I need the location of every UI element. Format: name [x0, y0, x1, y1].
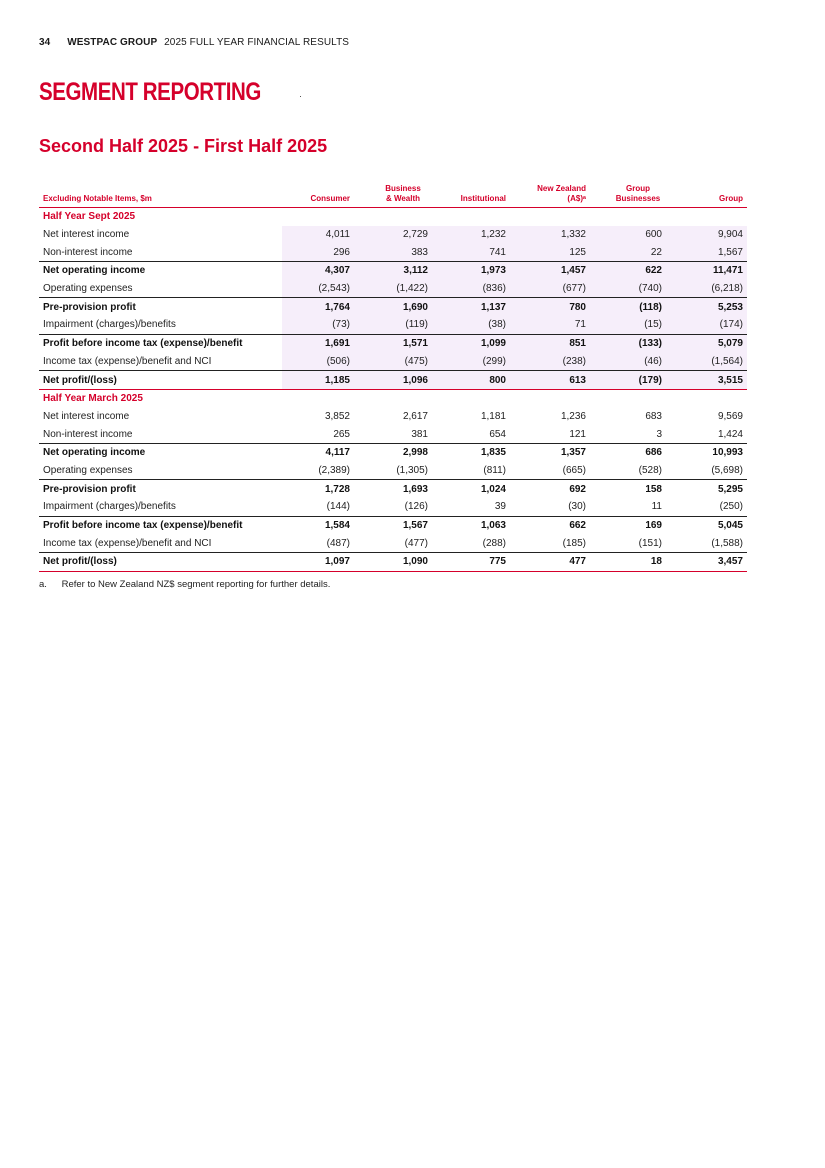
table-cell: 1,090 [354, 553, 432, 572]
table-cell: (46) [590, 353, 666, 371]
table-row [39, 462, 747, 480]
table-cell: 1,728 [282, 480, 354, 498]
row-label: Net profit/(loss) [39, 371, 282, 390]
table-cell: (2,389) [318, 464, 350, 476]
table-cell: 1,137 [432, 298, 510, 316]
row-label: Impairment (charges)/benefits [43, 319, 176, 331]
table-cell: (836) [432, 280, 510, 298]
table-cell: 383 [354, 243, 432, 261]
table-cell: 622 [590, 262, 666, 280]
table-cell: 10,993 [666, 443, 747, 461]
table-cell: (299) [432, 353, 510, 371]
table-cell: 1,357 [510, 443, 590, 461]
table-cell: 683 [645, 410, 662, 422]
column-header-line: New Zealand [537, 184, 586, 193]
table-cell: (38) [432, 316, 510, 334]
table-cell: (30) [568, 501, 586, 513]
table-cell: (1,422) [354, 280, 432, 298]
row-label: Operating expenses [43, 464, 133, 476]
page-header [39, 37, 349, 48]
section-header: Half Year March 2025 [43, 393, 143, 405]
table-cell: 1,835 [432, 443, 510, 461]
table-row [39, 408, 747, 426]
table-cell: (144) [326, 501, 350, 513]
section-header-row [39, 208, 747, 226]
table-row [39, 480, 747, 498]
table-cell: 775 [432, 553, 510, 572]
table-row [39, 298, 747, 316]
document-title: 2025 FULL YEAR FINANCIAL RESULTS [164, 37, 350, 48]
table-cell: 4,117 [282, 443, 354, 461]
table-cell: 1,567 [354, 516, 432, 534]
table-cell: 654 [489, 428, 506, 440]
table-cell: (740) [590, 280, 666, 298]
row-label: Impairment (charges)/benefits [43, 501, 176, 513]
table-cell: (475) [354, 353, 432, 371]
table-cell: 851 [510, 334, 590, 352]
table-row [39, 280, 747, 298]
table-cell: 1,571 [354, 334, 432, 352]
row-label: Non-interest income [43, 428, 133, 440]
table-cell: (151) [638, 537, 662, 549]
table-cell: 1,567 [666, 243, 747, 261]
table-cell: 1,690 [354, 298, 432, 316]
table-row [39, 316, 747, 334]
table-cell: (811) [483, 464, 506, 476]
table-cell: 662 [510, 516, 590, 534]
table-cell: 4,307 [282, 262, 354, 280]
row-label: Pre-provision profit [39, 480, 282, 498]
table-cell: 4,011 [282, 226, 354, 244]
table-body [39, 208, 747, 572]
table-cell: (118) [590, 298, 666, 316]
column-header-label: Excluding Notable Items, $m [39, 184, 282, 208]
table-cell: (119) [354, 316, 432, 334]
table-cell: 3,457 [666, 553, 747, 572]
table-cell: (174) [666, 316, 747, 334]
table-cell: 11,471 [666, 262, 747, 280]
column-header-line: Businesses [615, 194, 661, 203]
table-cell: 1,185 [282, 371, 354, 390]
row-label: Net operating income [39, 443, 282, 461]
column-header-consumer: Consumer [282, 184, 354, 208]
footnote [39, 579, 330, 590]
table-cell: 780 [510, 298, 590, 316]
table-row [39, 498, 747, 516]
column-header-line: Group [626, 184, 650, 193]
table-cell: 1,096 [354, 371, 432, 390]
table-cell: 121 [569, 428, 586, 440]
table-cell: 1,332 [510, 226, 590, 244]
row-label: Net profit/(loss) [39, 553, 282, 572]
column-header-group-businesses [590, 184, 666, 208]
table-cell: 686 [590, 443, 666, 461]
section-header-row [39, 389, 747, 407]
table-cell: (477) [404, 537, 428, 549]
table-row [39, 371, 747, 390]
column-header-new-zealand [510, 184, 590, 208]
table-cell: 800 [432, 371, 510, 390]
row-label: Income tax (expense)/benefit and NCI [43, 355, 212, 367]
table-row [39, 534, 747, 552]
table-cell: 9,569 [717, 410, 743, 422]
table-row [39, 553, 747, 572]
table-cell: (15) [590, 316, 666, 334]
row-label: Net interest income [43, 229, 130, 241]
table-cell: 692 [510, 480, 590, 498]
table-cell: 265 [333, 428, 350, 440]
table-cell: (179) [590, 371, 666, 390]
table-cell: 1,584 [282, 516, 354, 534]
row-label: Non-interest income [43, 246, 133, 258]
table-cell: 18 [590, 553, 666, 572]
table-cell: (126) [404, 501, 428, 513]
table-cell: (528) [638, 464, 662, 476]
table-row [39, 226, 747, 244]
column-header-line: Business [385, 184, 421, 193]
table-cell: 5,079 [666, 334, 747, 352]
table-cell: 9,904 [666, 226, 747, 244]
section-header: Half Year Sept 2025 [43, 211, 136, 223]
table-cell: 3 [656, 428, 662, 440]
table-cell: (1,305) [396, 464, 428, 476]
table-cell: 741 [432, 243, 510, 261]
table-cell: 600 [590, 226, 666, 244]
table-cell: 2,617 [402, 410, 428, 422]
table-cell: (5,698) [711, 464, 743, 476]
table-cell: (250) [719, 501, 743, 513]
table-cell: 1,097 [282, 553, 354, 572]
table-cell: (2,543) [282, 280, 354, 298]
segment-table [39, 184, 747, 572]
company-name: WESTPAC GROUP [67, 37, 158, 48]
table-subtitle: Second Half 2025 - First Half 2025 [39, 136, 328, 156]
table-cell: 1,232 [432, 226, 510, 244]
table-cell: 1,063 [432, 516, 510, 534]
table-cell: 11 [651, 501, 662, 513]
table-cell: 1,691 [282, 334, 354, 352]
row-label: Profit before income tax (expense)/benefit [39, 334, 282, 352]
table-cell: 39 [494, 501, 506, 513]
footnote-key: a. [39, 579, 47, 590]
row-label: Pre-provision profit [39, 298, 282, 316]
table-cell: (238) [510, 353, 590, 371]
table-cell: (677) [510, 280, 590, 298]
table-row [39, 516, 747, 534]
table-row [39, 353, 747, 371]
table-cell: (133) [590, 334, 666, 352]
table-header-row [39, 184, 747, 208]
table-cell: 613 [510, 371, 590, 390]
table-cell: 3,112 [354, 262, 432, 280]
table-cell: (1,588) [711, 537, 743, 549]
column-header-institutional: Institutional [432, 184, 510, 208]
table-cell: 71 [510, 316, 590, 334]
table-cell: (665) [562, 464, 586, 476]
row-label: Profit before income tax (expense)/benefit [39, 516, 282, 534]
table-row [39, 334, 747, 352]
table-cell: 1,181 [480, 410, 506, 422]
column-header-line: & Wealth [385, 194, 421, 203]
table-row [39, 425, 747, 443]
table-cell: (506) [282, 353, 354, 371]
footnote-text: Refer to New Zealand NZ$ segment reporting for further details. [61, 579, 331, 590]
section-title: SEGMENT REPORTING [39, 78, 261, 106]
table-cell: 2,998 [354, 443, 432, 461]
table-row [39, 443, 747, 461]
table-cell: 1,424 [717, 428, 743, 440]
table-row [39, 262, 747, 280]
table-cell: 3,852 [324, 410, 350, 422]
table-cell: (185) [562, 537, 586, 549]
table-cell: 1,973 [432, 262, 510, 280]
table-cell: 1,099 [432, 334, 510, 352]
table-cell: 169 [590, 516, 666, 534]
row-label: Net interest income [43, 410, 130, 422]
column-header-line: (A$)ᵃ [567, 194, 586, 203]
table-cell: 158 [590, 480, 666, 498]
table-cell: 22 [590, 243, 666, 261]
table-cell: 3,515 [666, 371, 747, 390]
table-cell: 1,024 [432, 480, 510, 498]
row-label: Income tax (expense)/benefit and NCI [43, 537, 212, 549]
table-cell: (1,564) [666, 353, 747, 371]
table-cell: 1,457 [510, 262, 590, 280]
page-number: 34 [39, 37, 51, 48]
table-cell: 5,045 [666, 516, 747, 534]
table-cell: (73) [282, 316, 354, 334]
table-cell: 1,764 [282, 298, 354, 316]
table-cell: 2,729 [354, 226, 432, 244]
column-header-business-wealth [354, 184, 432, 208]
column-header-group: Group [666, 184, 747, 208]
row-label: Operating expenses [43, 283, 133, 295]
table-row [39, 243, 747, 261]
table-cell: (487) [326, 537, 350, 549]
table-cell: 5,253 [666, 298, 747, 316]
decorative-dot [300, 96, 301, 97]
row-label: Net operating income [39, 262, 282, 280]
table-cell: 5,295 [666, 480, 747, 498]
table-cell: 296 [282, 243, 354, 261]
table-cell: (288) [482, 537, 506, 549]
table-cell: (6,218) [666, 280, 747, 298]
table-cell: 1,236 [560, 410, 586, 422]
table-cell: 125 [510, 243, 590, 261]
table-cell: 381 [411, 428, 428, 440]
table-cell: 1,693 [354, 480, 432, 498]
table-cell: 477 [510, 553, 590, 572]
